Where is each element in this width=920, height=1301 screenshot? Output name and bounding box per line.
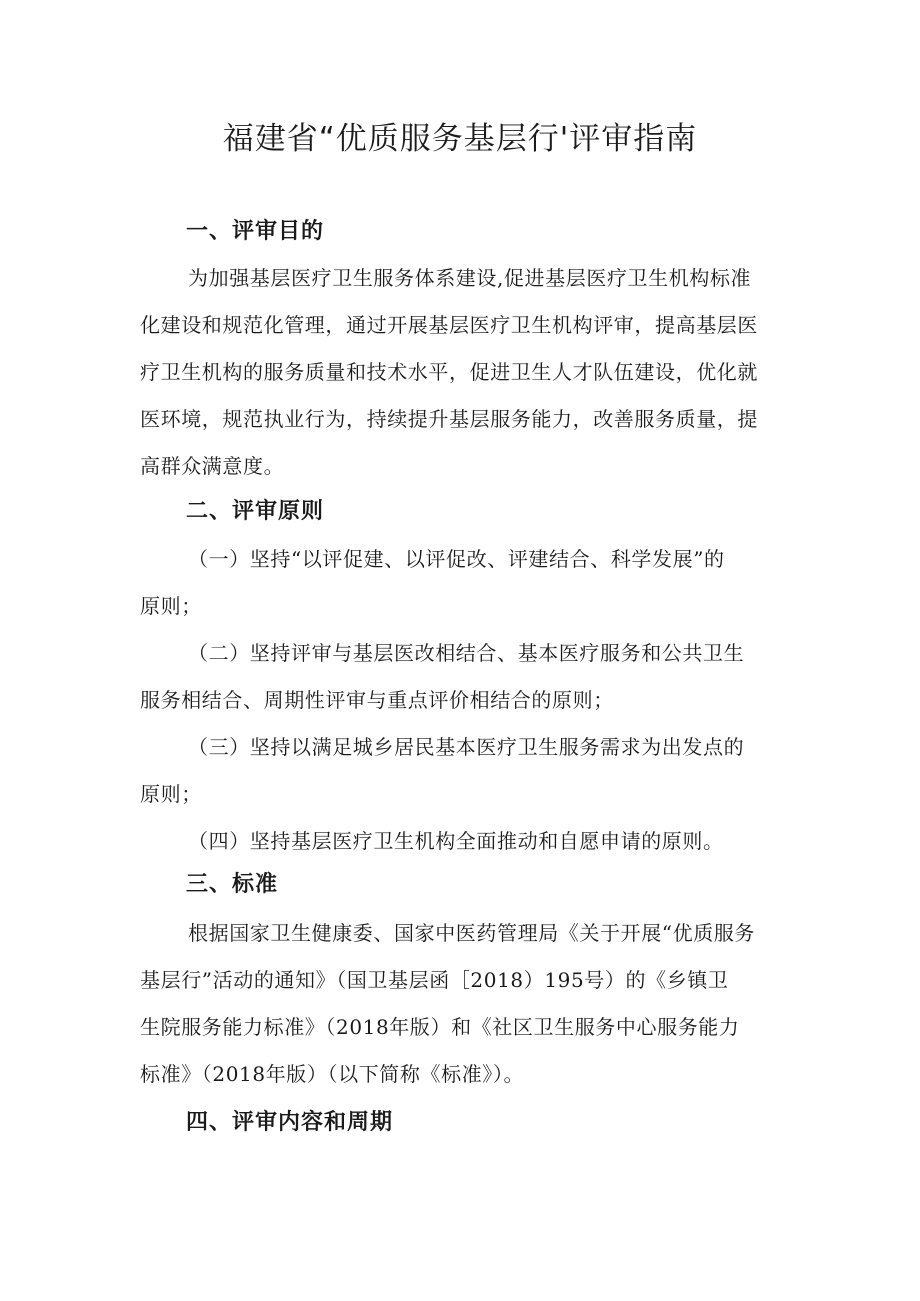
- paragraph-line: 医环境，规范执业行为，持续提升基层服务能力，改善服务质量，提: [140, 407, 758, 431]
- principle-item-2-cont: 服务相结合、周期性评审与重点评价相结合的原则；: [140, 688, 614, 712]
- paragraph-line: 标准》（2018年版）（以下简称《标准》）。: [140, 1062, 525, 1086]
- paragraph-line: 高群众满意度。: [140, 454, 285, 478]
- paragraph-line: 基层行”活动的通知》（国卫基层函［2018）195号）的《乡镇卫: [140, 968, 729, 992]
- document-title: 福建省“优质服务基层行'评审指南: [222, 121, 698, 157]
- paragraph-line: 为加强基层医疗卫生服务体系建设,促进基层医疗卫生机构标准: [188, 266, 752, 290]
- principle-item-3: （三）坚持以满足城乡居民基本医疗卫生服务需求为出发点的: [188, 735, 745, 759]
- principle-item-4: （四）坚持基层医疗卫生机构全面推动和自愿申请的原则。: [188, 829, 724, 853]
- paragraph-line: 根据国家卫生健康委、国家中医药管理局《关于开展“优质服务: [188, 921, 756, 945]
- principle-item-1: （一）坚持“以评促建、以评促改、评建结合、科学发展”的: [188, 547, 725, 571]
- section-heading-purpose: 一、评审目的: [186, 219, 325, 244]
- section-heading-content-cycle: 四、评审内容和周期: [186, 1110, 394, 1135]
- paragraph-line: 生院服务能力标准》（2018年版）和《社区卫生服务中心服务能力: [140, 1015, 740, 1039]
- principle-item-3-cont: 原则；: [140, 782, 202, 806]
- section-heading-standards: 三、标准: [186, 872, 279, 897]
- principle-item-2: （二）坚持评审与基层医改相结合、基本医疗服务和公共卫生: [188, 641, 745, 665]
- paragraph-line: 疗卫生机构的服务质量和技术水平，促进卫生人才队伍建设，优化就: [140, 360, 758, 384]
- section-heading-principles: 二、评审原则: [186, 499, 325, 524]
- principle-item-1-cont: 原则；: [140, 594, 202, 618]
- paragraph-line: 化建设和规范化管理，通过开展基层医疗卫生机构评审，提高基层医: [140, 313, 758, 337]
